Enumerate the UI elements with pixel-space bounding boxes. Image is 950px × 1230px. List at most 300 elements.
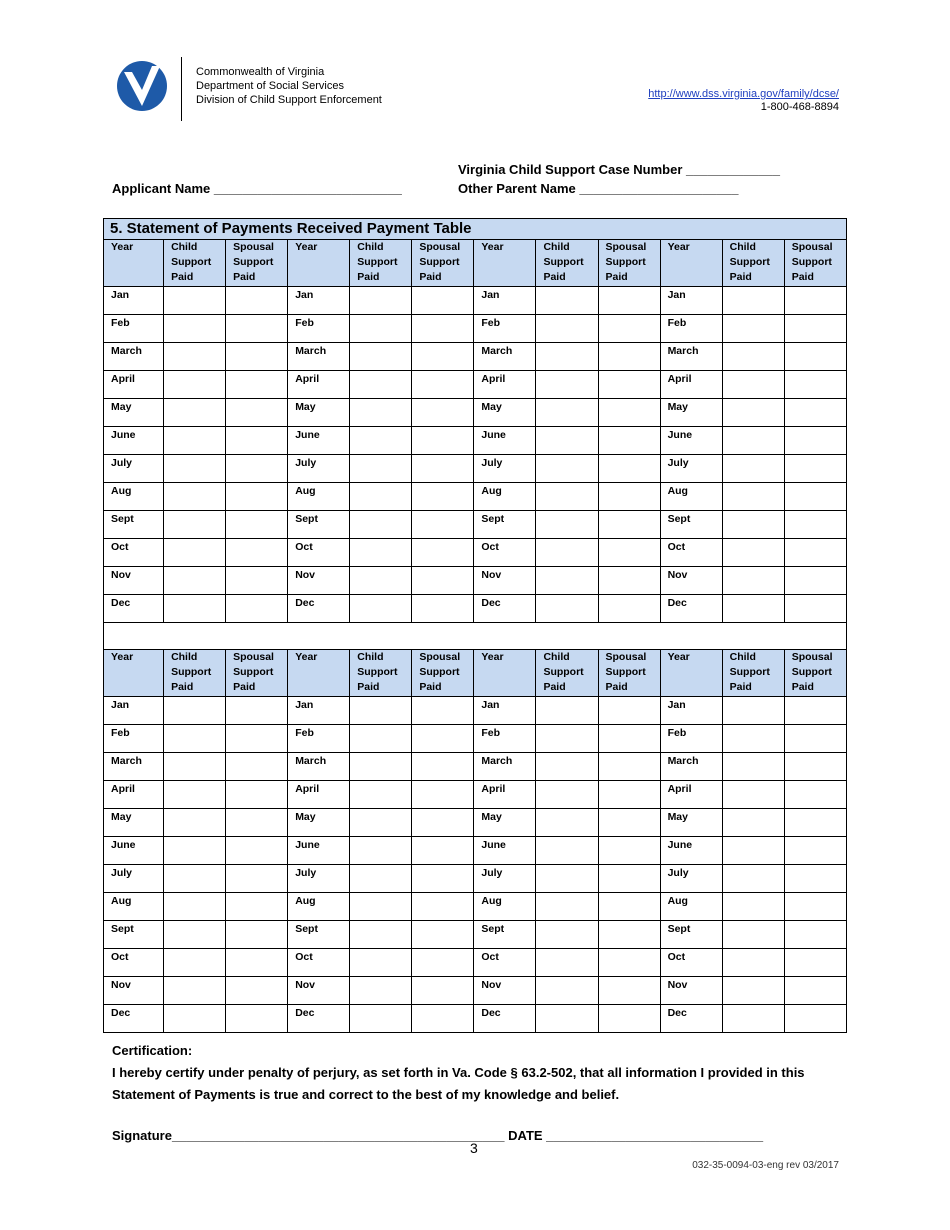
spousal-support-paid-cell[interactable] <box>412 511 474 539</box>
table-title: 5. Statement of Payments Received Payment Table <box>104 219 847 240</box>
table-row <box>104 725 847 753</box>
child-support-paid-cell[interactable] <box>350 287 412 315</box>
month-label: July <box>288 865 350 893</box>
month-label: Sept <box>660 511 722 539</box>
month-label: May <box>104 399 164 427</box>
child-support-paid-cell[interactable] <box>722 949 784 977</box>
month-label: Feb <box>660 315 722 343</box>
child-support-paid-cell[interactable] <box>536 893 598 921</box>
signature-date-line[interactable]: Signature______________________________________________ DATE ______________________________ <box>112 1128 764 1143</box>
child-support-paid-cell[interactable] <box>536 697 598 725</box>
spousal-support-paid-cell[interactable] <box>598 697 660 725</box>
spousal-support-paid-cell[interactable] <box>226 921 288 949</box>
spousal-support-paid-cell[interactable] <box>226 427 288 455</box>
spousal-support-paid-cell[interactable] <box>226 399 288 427</box>
month-label: Jan <box>104 287 164 315</box>
child-support-paid-cell[interactable] <box>536 809 598 837</box>
month-label: Oct <box>474 539 536 567</box>
spousal-support-paid-cell[interactable] <box>784 371 846 399</box>
child-support-paid-cell[interactable] <box>722 539 784 567</box>
spousal-support-paid-cell[interactable] <box>226 539 288 567</box>
child-support-paid-cell[interactable] <box>536 753 598 781</box>
header-divider <box>181 57 182 121</box>
spousal-support-paid-cell[interactable] <box>598 725 660 753</box>
child-support-paid-cell[interactable] <box>350 315 412 343</box>
table-row <box>104 455 847 483</box>
child-support-paid-cell[interactable] <box>164 427 226 455</box>
column-header: Child Support Paid <box>164 650 226 697</box>
child-support-paid-cell[interactable] <box>536 567 598 595</box>
spousal-support-paid-cell[interactable] <box>784 567 846 595</box>
month-label: March <box>288 343 350 371</box>
spousal-support-paid-cell[interactable] <box>784 781 846 809</box>
spousal-support-paid-cell[interactable] <box>784 455 846 483</box>
child-support-paid-cell[interactable] <box>722 315 784 343</box>
column-header: Year <box>660 240 722 287</box>
spousal-support-paid-cell[interactable] <box>598 371 660 399</box>
spousal-support-paid-cell[interactable] <box>412 315 474 343</box>
child-support-paid-cell[interactable] <box>350 725 412 753</box>
month-label: Dec <box>660 1005 722 1033</box>
column-header: Year <box>104 650 164 697</box>
table-row <box>104 567 847 595</box>
month-label: Aug <box>104 483 164 511</box>
month-label: May <box>474 809 536 837</box>
spousal-support-paid-cell[interactable] <box>784 949 846 977</box>
month-label: Jan <box>288 697 350 725</box>
child-support-paid-cell[interactable] <box>164 567 226 595</box>
spousal-support-paid-cell[interactable] <box>226 781 288 809</box>
month-label: Feb <box>660 725 722 753</box>
spousal-support-paid-cell[interactable] <box>226 977 288 1005</box>
month-label: Feb <box>474 725 536 753</box>
child-support-paid-cell[interactable] <box>350 427 412 455</box>
spousal-support-paid-cell[interactable] <box>598 921 660 949</box>
table-row <box>104 315 847 343</box>
month-label: April <box>104 371 164 399</box>
spousal-support-paid-cell[interactable] <box>412 343 474 371</box>
spousal-support-paid-cell[interactable] <box>784 809 846 837</box>
month-label: Aug <box>474 893 536 921</box>
spousal-support-paid-cell[interactable] <box>598 343 660 371</box>
month-label: Oct <box>660 539 722 567</box>
child-support-paid-cell[interactable] <box>350 865 412 893</box>
child-support-paid-cell[interactable] <box>350 455 412 483</box>
child-support-paid-cell[interactable] <box>164 539 226 567</box>
spousal-support-paid-cell[interactable] <box>226 837 288 865</box>
month-label: July <box>104 865 164 893</box>
spousal-support-paid-cell[interactable] <box>412 567 474 595</box>
child-support-paid-cell[interactable] <box>350 837 412 865</box>
spousal-support-paid-cell[interactable] <box>412 893 474 921</box>
child-support-paid-cell[interactable] <box>722 1005 784 1033</box>
month-label: Nov <box>660 567 722 595</box>
child-support-paid-cell[interactable] <box>536 483 598 511</box>
spousal-support-paid-cell[interactable] <box>598 287 660 315</box>
spousal-support-paid-cell[interactable] <box>226 865 288 893</box>
month-label: Sept <box>660 921 722 949</box>
spousal-support-paid-cell[interactable] <box>784 1005 846 1033</box>
month-label: May <box>288 809 350 837</box>
month-label: Nov <box>474 977 536 1005</box>
child-support-paid-cell[interactable] <box>722 455 784 483</box>
table-row <box>104 893 847 921</box>
spousal-support-paid-cell[interactable] <box>226 287 288 315</box>
spousal-support-paid-cell[interactable] <box>598 837 660 865</box>
child-support-paid-cell[interactable] <box>536 399 598 427</box>
column-header: Spousal Support Paid <box>598 240 660 287</box>
spousal-support-paid-cell[interactable] <box>598 427 660 455</box>
child-support-paid-cell[interactable] <box>536 1005 598 1033</box>
child-support-paid-cell[interactable] <box>164 725 226 753</box>
child-support-paid-cell[interactable] <box>722 511 784 539</box>
case-number-field[interactable]: Virginia Child Support Case Number _____________ <box>458 162 781 177</box>
child-support-paid-cell[interactable] <box>722 595 784 623</box>
child-support-paid-cell[interactable] <box>722 427 784 455</box>
table-row <box>104 595 847 623</box>
spousal-support-paid-cell[interactable] <box>598 1005 660 1033</box>
child-support-paid-cell[interactable] <box>164 893 226 921</box>
child-support-paid-cell[interactable] <box>164 977 226 1005</box>
spousal-support-paid-cell[interactable] <box>784 921 846 949</box>
table-row <box>104 865 847 893</box>
month-label: Aug <box>288 893 350 921</box>
month-label: Dec <box>288 1005 350 1033</box>
spousal-support-paid-cell[interactable] <box>598 539 660 567</box>
child-support-paid-cell[interactable] <box>164 315 226 343</box>
spousal-support-paid-cell[interactable] <box>598 567 660 595</box>
month-label: May <box>660 399 722 427</box>
child-support-paid-cell[interactable] <box>722 567 784 595</box>
spousal-support-paid-cell[interactable] <box>598 809 660 837</box>
spousal-support-paid-cell[interactable] <box>226 567 288 595</box>
child-support-paid-cell[interactable] <box>350 483 412 511</box>
spousal-support-paid-cell[interactable] <box>598 977 660 1005</box>
child-support-paid-cell[interactable] <box>722 343 784 371</box>
spousal-support-paid-cell[interactable] <box>598 511 660 539</box>
month-label: Dec <box>474 595 536 623</box>
child-support-paid-cell[interactable] <box>722 287 784 315</box>
spousal-support-paid-cell[interactable] <box>784 837 846 865</box>
spousal-support-paid-cell[interactable] <box>226 315 288 343</box>
spousal-support-paid-cell[interactable] <box>226 697 288 725</box>
child-support-paid-cell[interactable] <box>536 921 598 949</box>
month-label: Nov <box>288 977 350 1005</box>
child-support-paid-cell[interactable] <box>722 809 784 837</box>
spousal-support-paid-cell[interactable] <box>412 427 474 455</box>
child-support-paid-cell[interactable] <box>722 921 784 949</box>
spousal-support-paid-cell[interactable] <box>412 725 474 753</box>
spousal-support-paid-cell[interactable] <box>412 781 474 809</box>
spousal-support-paid-cell[interactable] <box>226 455 288 483</box>
child-support-paid-cell[interactable] <box>164 399 226 427</box>
spousal-support-paid-cell[interactable] <box>412 865 474 893</box>
spousal-support-paid-cell[interactable] <box>412 977 474 1005</box>
child-support-paid-cell[interactable] <box>722 753 784 781</box>
child-support-paid-cell[interactable] <box>164 949 226 977</box>
child-support-paid-cell[interactable] <box>536 725 598 753</box>
child-support-paid-cell[interactable] <box>722 893 784 921</box>
phone-number: 1-800-468-8894 <box>760 101 839 113</box>
child-support-paid-cell[interactable] <box>536 371 598 399</box>
spousal-support-paid-cell[interactable] <box>226 949 288 977</box>
spousal-support-paid-cell[interactable] <box>412 809 474 837</box>
spousal-support-paid-cell[interactable] <box>784 539 846 567</box>
child-support-paid-cell[interactable] <box>350 511 412 539</box>
spousal-support-paid-cell[interactable] <box>598 753 660 781</box>
month-label: Sept <box>474 921 536 949</box>
child-support-paid-cell[interactable] <box>164 865 226 893</box>
child-support-paid-cell[interactable] <box>164 371 226 399</box>
spousal-support-paid-cell[interactable] <box>412 949 474 977</box>
spousal-support-paid-cell[interactable] <box>412 837 474 865</box>
spousal-support-paid-cell[interactable] <box>412 287 474 315</box>
month-label: June <box>288 837 350 865</box>
child-support-paid-cell[interactable] <box>722 781 784 809</box>
month-label: June <box>660 837 722 865</box>
column-header: Child Support Paid <box>536 240 598 287</box>
child-support-paid-cell[interactable] <box>164 483 226 511</box>
spousal-support-paid-cell[interactable] <box>784 315 846 343</box>
spousal-support-paid-cell[interactable] <box>226 483 288 511</box>
spousal-support-paid-cell[interactable] <box>598 893 660 921</box>
child-support-paid-cell[interactable] <box>350 949 412 977</box>
org-line-1: Commonwealth of Virginia <box>196 66 325 78</box>
child-support-paid-cell[interactable] <box>350 697 412 725</box>
child-support-paid-cell[interactable] <box>164 809 226 837</box>
month-label: Dec <box>104 1005 164 1033</box>
spousal-support-paid-cell[interactable] <box>784 511 846 539</box>
spousal-support-paid-cell[interactable] <box>784 343 846 371</box>
spousal-support-paid-cell[interactable] <box>412 455 474 483</box>
column-header: Child Support Paid <box>350 650 412 697</box>
child-support-paid-cell[interactable] <box>350 595 412 623</box>
child-support-paid-cell[interactable] <box>536 837 598 865</box>
spousal-support-paid-cell[interactable] <box>226 343 288 371</box>
month-label: Feb <box>288 725 350 753</box>
column-header: Child Support Paid <box>350 240 412 287</box>
month-label: Jan <box>660 287 722 315</box>
child-support-paid-cell[interactable] <box>164 1005 226 1033</box>
spousal-support-paid-cell[interactable] <box>412 595 474 623</box>
child-support-paid-cell[interactable] <box>164 697 226 725</box>
spousal-support-paid-cell[interactable] <box>784 753 846 781</box>
form-id: 032-35-0094-03-eng rev 03/2017 <box>692 1160 839 1171</box>
spousal-support-paid-cell[interactable] <box>598 399 660 427</box>
month-label: June <box>288 427 350 455</box>
column-header: Spousal Support Paid <box>784 240 846 287</box>
child-support-paid-cell[interactable] <box>350 781 412 809</box>
child-support-paid-cell[interactable] <box>722 977 784 1005</box>
column-header: Spousal Support Paid <box>226 650 288 697</box>
spousal-support-paid-cell[interactable] <box>598 781 660 809</box>
spacer-cell <box>104 623 847 650</box>
spousal-support-paid-cell[interactable] <box>784 427 846 455</box>
month-label: Sept <box>288 921 350 949</box>
child-support-paid-cell[interactable] <box>722 371 784 399</box>
spousal-support-paid-cell[interactable] <box>598 315 660 343</box>
column-header: Year <box>660 650 722 697</box>
month-label: Jan <box>474 287 536 315</box>
spousal-support-paid-cell[interactable] <box>226 595 288 623</box>
month-label: Aug <box>474 483 536 511</box>
child-support-paid-cell[interactable] <box>164 921 226 949</box>
month-label: March <box>104 753 164 781</box>
month-label: March <box>474 343 536 371</box>
month-label: Dec <box>104 595 164 623</box>
other-parent-name-field[interactable]: Other Parent Name ______________________ <box>458 181 739 196</box>
organization-block <box>196 65 382 107</box>
month-label: July <box>660 865 722 893</box>
spousal-support-paid-cell[interactable] <box>226 511 288 539</box>
spousal-support-paid-cell[interactable] <box>226 809 288 837</box>
month-label: July <box>474 455 536 483</box>
page-number: 3 <box>470 1140 478 1156</box>
month-label: June <box>104 837 164 865</box>
vdss-logo <box>116 60 168 112</box>
spousal-support-paid-cell[interactable] <box>598 483 660 511</box>
child-support-paid-cell[interactable] <box>536 287 598 315</box>
child-support-paid-cell[interactable] <box>722 399 784 427</box>
spousal-support-paid-cell[interactable] <box>412 1005 474 1033</box>
child-support-paid-cell[interactable] <box>350 399 412 427</box>
spousal-support-paid-cell[interactable] <box>412 483 474 511</box>
child-support-paid-cell[interactable] <box>350 567 412 595</box>
spousal-support-paid-cell[interactable] <box>598 865 660 893</box>
spousal-support-paid-cell[interactable] <box>784 893 846 921</box>
spousal-support-paid-cell[interactable] <box>784 595 846 623</box>
spousal-support-paid-cell[interactable] <box>226 725 288 753</box>
month-label: April <box>474 781 536 809</box>
child-support-paid-cell[interactable] <box>350 921 412 949</box>
applicant-name-field[interactable]: Applicant Name __________________________ <box>112 181 402 196</box>
child-support-paid-cell[interactable] <box>164 343 226 371</box>
spousal-support-paid-cell[interactable] <box>412 921 474 949</box>
spousal-support-paid-cell[interactable] <box>598 949 660 977</box>
month-label: Oct <box>104 949 164 977</box>
spousal-support-paid-cell[interactable] <box>412 753 474 781</box>
child-support-paid-cell[interactable] <box>350 539 412 567</box>
child-support-paid-cell[interactable] <box>722 865 784 893</box>
table-header-row <box>104 650 847 697</box>
month-label: May <box>660 809 722 837</box>
child-support-paid-cell[interactable] <box>350 753 412 781</box>
spousal-support-paid-cell[interactable] <box>412 697 474 725</box>
column-header: Spousal Support Paid <box>226 240 288 287</box>
month-label: Oct <box>288 949 350 977</box>
spousal-support-paid-cell[interactable] <box>412 399 474 427</box>
child-support-paid-cell[interactable] <box>350 371 412 399</box>
month-label: Nov <box>474 567 536 595</box>
month-label: March <box>288 753 350 781</box>
spousal-support-paid-cell[interactable] <box>412 371 474 399</box>
table-row <box>104 921 847 949</box>
child-support-paid-cell[interactable] <box>350 977 412 1005</box>
table-row <box>104 287 847 315</box>
child-support-paid-cell[interactable] <box>164 753 226 781</box>
child-support-paid-cell[interactable] <box>536 539 598 567</box>
column-header: Spousal Support Paid <box>598 650 660 697</box>
child-support-paid-cell[interactable] <box>722 725 784 753</box>
spousal-support-paid-cell[interactable] <box>784 399 846 427</box>
table-row <box>104 697 847 725</box>
child-support-paid-cell[interactable] <box>536 949 598 977</box>
child-support-paid-cell[interactable] <box>536 977 598 1005</box>
month-label: Nov <box>104 977 164 1005</box>
month-label: April <box>288 371 350 399</box>
spousal-support-paid-cell[interactable] <box>226 893 288 921</box>
column-header: Spousal Support Paid <box>412 650 474 697</box>
column-header: Year <box>288 650 350 697</box>
child-support-paid-cell[interactable] <box>350 893 412 921</box>
spousal-support-paid-cell[interactable] <box>784 977 846 1005</box>
child-support-paid-cell[interactable] <box>350 809 412 837</box>
child-support-paid-cell[interactable] <box>722 837 784 865</box>
website-link[interactable]: http://www.dss.virginia.gov/family/dcse/ <box>648 88 839 100</box>
child-support-paid-cell[interactable] <box>164 595 226 623</box>
child-support-paid-cell[interactable] <box>164 455 226 483</box>
month-label: June <box>474 837 536 865</box>
spousal-support-paid-cell[interactable] <box>784 725 846 753</box>
child-support-paid-cell[interactable] <box>536 427 598 455</box>
org-line-2: Department of Social Services <box>196 80 344 92</box>
table-row <box>104 343 847 371</box>
child-support-paid-cell[interactable] <box>536 343 598 371</box>
month-label: July <box>660 455 722 483</box>
table-header-row <box>104 240 847 287</box>
child-support-paid-cell[interactable] <box>164 837 226 865</box>
child-support-paid-cell[interactable] <box>164 781 226 809</box>
month-label: April <box>104 781 164 809</box>
month-label: Feb <box>474 315 536 343</box>
table-row <box>104 781 847 809</box>
spousal-support-paid-cell[interactable] <box>784 697 846 725</box>
month-label: Dec <box>288 595 350 623</box>
table-row <box>104 539 847 567</box>
spousal-support-paid-cell[interactable] <box>226 753 288 781</box>
column-header: Child Support Paid <box>722 650 784 697</box>
month-label: July <box>474 865 536 893</box>
month-label: Feb <box>288 315 350 343</box>
child-support-paid-cell[interactable] <box>722 483 784 511</box>
child-support-paid-cell[interactable] <box>536 511 598 539</box>
child-support-paid-cell[interactable] <box>536 595 598 623</box>
spousal-support-paid-cell[interactable] <box>226 371 288 399</box>
month-label: Jan <box>104 697 164 725</box>
child-support-paid-cell[interactable] <box>536 455 598 483</box>
month-label: June <box>104 427 164 455</box>
contact-block <box>648 88 839 114</box>
spousal-support-paid-cell[interactable] <box>784 865 846 893</box>
child-support-paid-cell[interactable] <box>164 511 226 539</box>
child-support-paid-cell[interactable] <box>536 781 598 809</box>
spousal-support-paid-cell[interactable] <box>226 1005 288 1033</box>
month-label: Sept <box>104 511 164 539</box>
table-row <box>104 977 847 1005</box>
child-support-paid-cell[interactable] <box>536 865 598 893</box>
spousal-support-paid-cell[interactable] <box>784 483 846 511</box>
child-support-paid-cell[interactable] <box>722 697 784 725</box>
spousal-support-paid-cell[interactable] <box>412 539 474 567</box>
child-support-paid-cell[interactable] <box>350 1005 412 1033</box>
child-support-paid-cell[interactable] <box>350 343 412 371</box>
column-header: Year <box>474 240 536 287</box>
spousal-support-paid-cell[interactable] <box>598 595 660 623</box>
child-support-paid-cell[interactable] <box>536 315 598 343</box>
spousal-support-paid-cell[interactable] <box>598 455 660 483</box>
child-support-paid-cell[interactable] <box>164 287 226 315</box>
spousal-support-paid-cell[interactable] <box>784 287 846 315</box>
